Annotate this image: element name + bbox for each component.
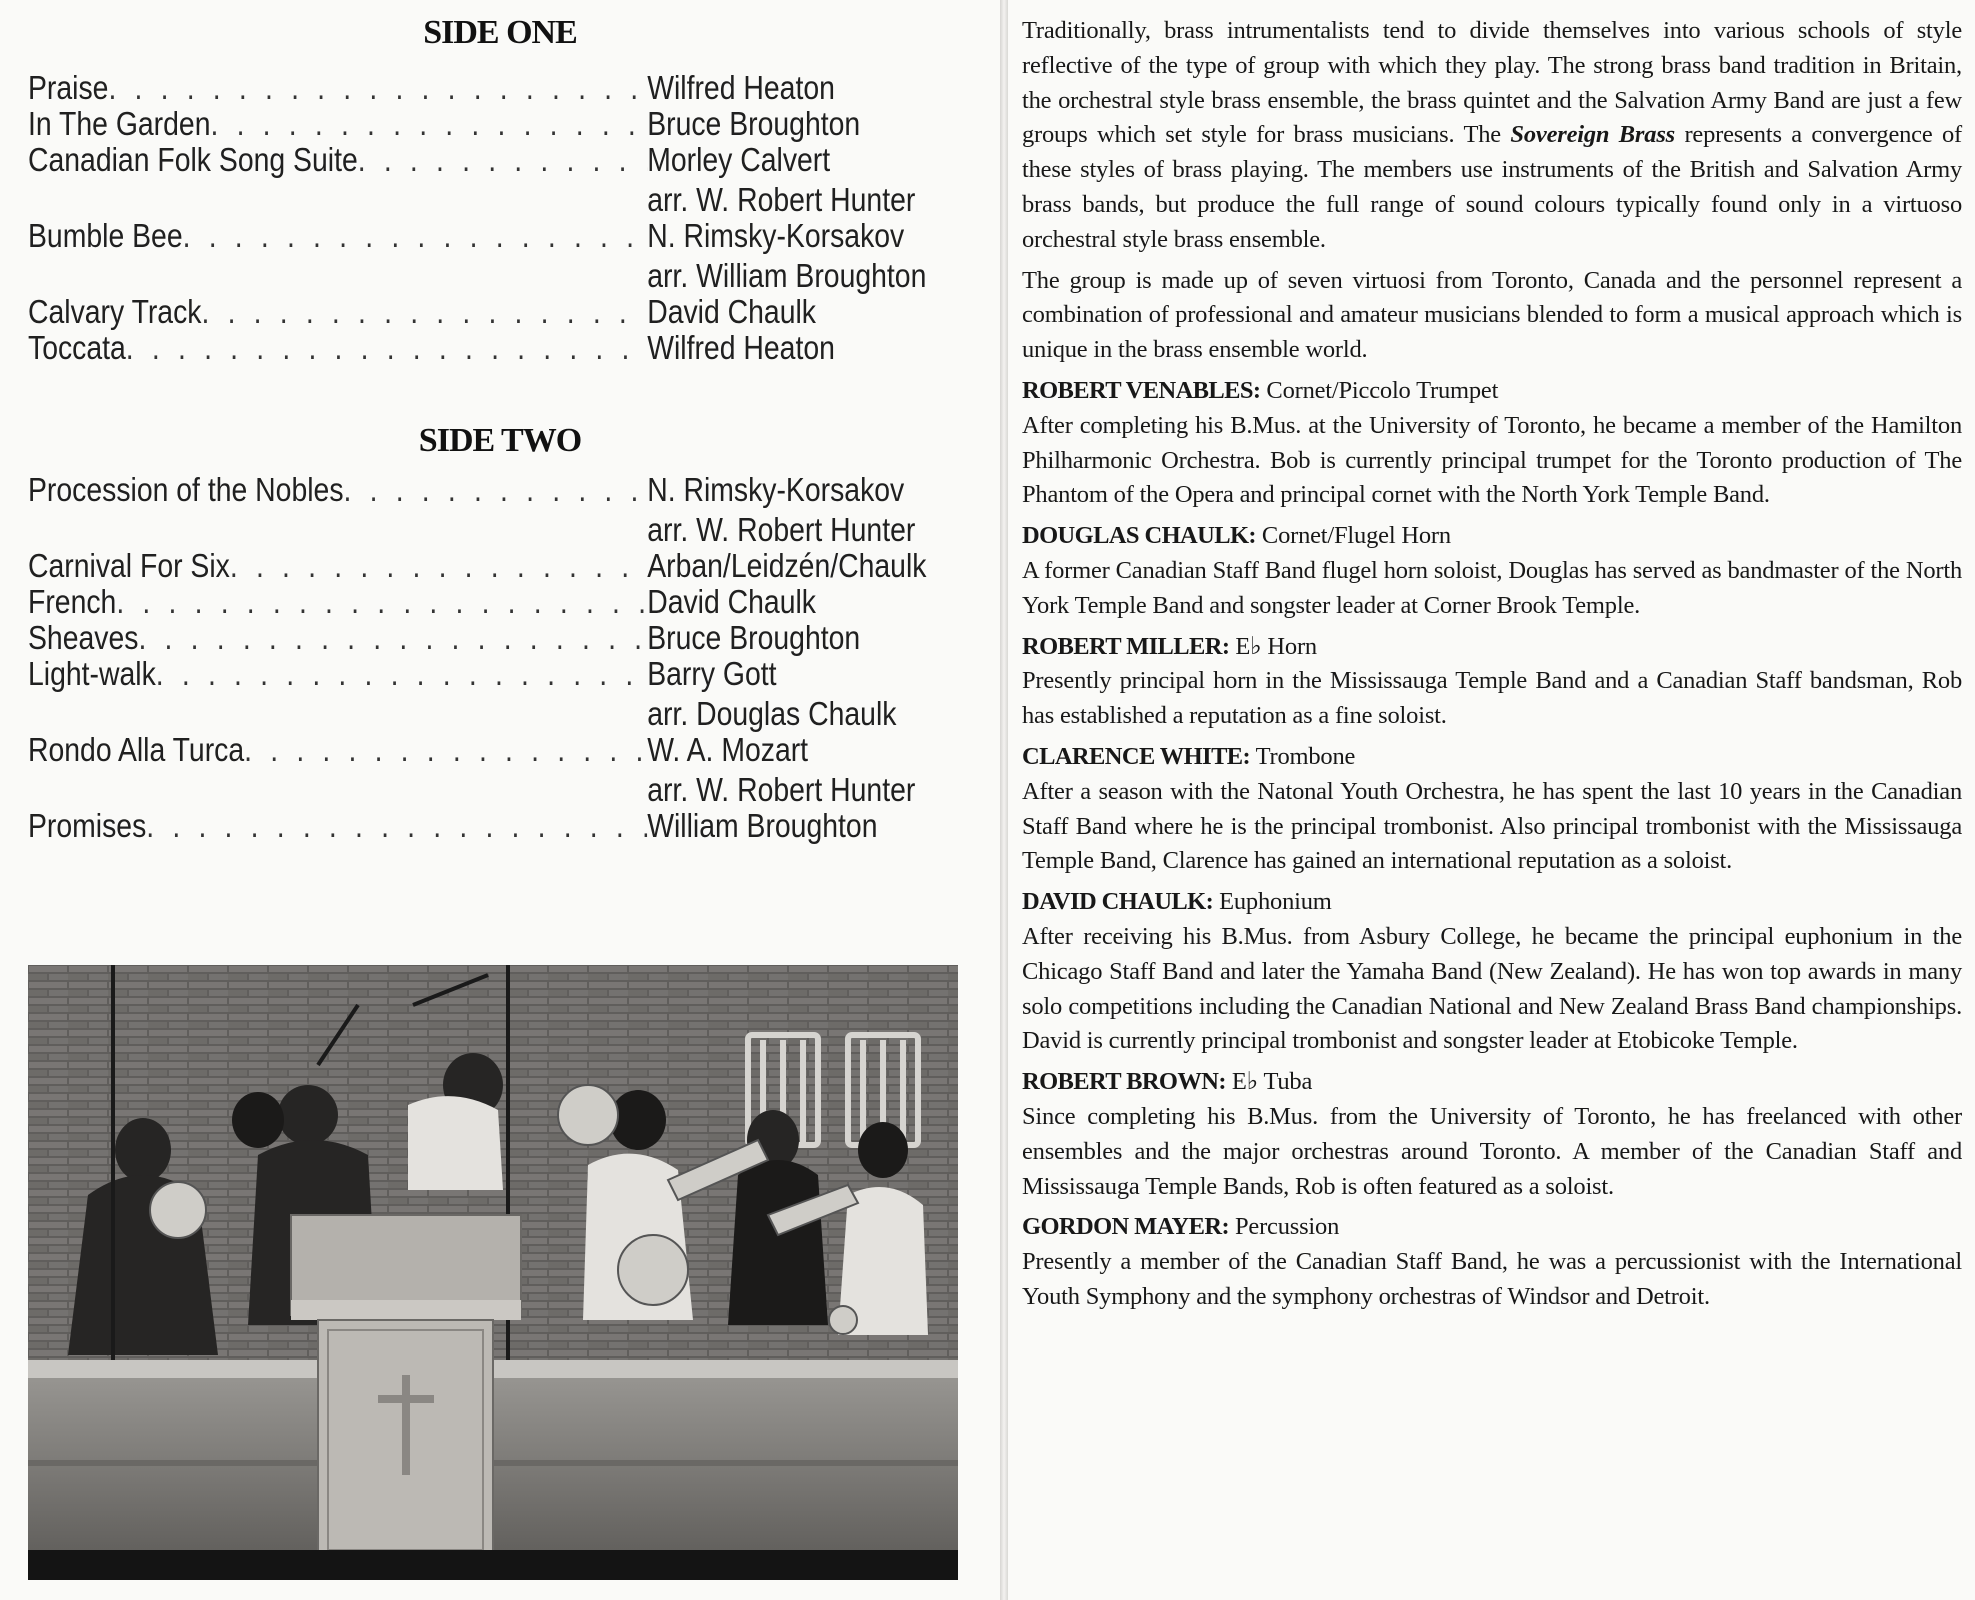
member-bio: Since completing his B.Mus. from the University of Toronto, he has freelanced with other ensembles and the major orchestras around Toronto. A member of the Canadian Staff and Mississauga Temple Bands, Rob is often featured as a soloist. [1022,1102,1962,1200]
track-title-cell [28,730,647,770]
track-composer: Wilfred Heaton [647,69,835,106]
leader-dots [344,470,648,510]
track-composer: Barry Gott [647,655,777,692]
member-name: GORDON MAYER: [1022,1213,1230,1241]
leader-dots [358,140,647,180]
track-row [28,68,974,108]
member-instrument: Percussion [1234,1213,1340,1241]
track-credits [647,216,974,296]
track-arranger: arr. W. Robert Hunter [647,511,916,548]
track-composer: David Chaulk [647,583,816,620]
track-title: Light-walk [28,655,156,692]
leader-dots [183,216,648,256]
liner-notes-text [1022,14,1962,1321]
leader-dots [201,292,647,332]
member-bio: After receiving his B.Mus. from Asbury College, he became the principal euphonium in the Chicago Staff Band and later the Yamaha Band (New Zealand). He has won top awards in many solo competitions including the Canadian National and New Zealand Brass Band championships. David is currently principal trombonist and songster leader at Etobicoke Temple. [1022,922,1962,1055]
track-credits [647,654,974,734]
leader-dots [244,730,647,770]
track-title-cell [28,546,647,586]
side-one-heading: SIDE ONE [423,14,577,51]
member-heading [1022,519,1962,554]
track-composer: David Chaulk [647,293,816,330]
track-row [28,582,974,622]
track-credits [647,582,974,622]
track-arranger: arr. W. Robert Hunter [647,771,916,808]
member-name: ROBERT BROWN: [1022,1068,1226,1096]
track-title: Procession of the Nobles [28,471,344,508]
member-heading [1022,1065,1962,1100]
member-bio: After a season with the Natonal Youth Orchestra, he has spent the last 10 years in the Canadian Staff Band where he is the principal trombonist. Also principal trombonist with the Mississauga Temple Band, Clarence has gained an international reputation as a soloist. [1022,777,1962,875]
track-title: French [28,583,117,620]
member-instrument: Euphonium [1219,888,1332,916]
track-credits [647,104,974,144]
track-title: Praise [28,69,109,106]
member-bios [1022,374,1962,1315]
track-row [28,216,974,296]
track-row [28,140,974,220]
track-composer: N. Rimsky-Korsakov [647,471,905,508]
member-heading [1022,740,1962,775]
track-row [28,546,974,586]
member-name: ROBERT VENABLES: [1022,376,1261,404]
fold-line [1000,0,1008,1600]
member-heading [1022,630,1962,665]
track-row [28,292,974,332]
leader-dots [126,328,647,368]
member-name: ROBERT MILLER: [1022,632,1230,660]
track-row [28,730,974,810]
member-heading [1022,374,1962,409]
side-two-track-list [28,470,978,842]
track-title-cell [28,470,647,510]
track-title: Canadian Folk Song Suite [28,141,358,178]
track-row [28,470,974,550]
track-composer: Morley Calvert [647,141,831,178]
track-credits [647,140,974,220]
intro-paragraph-1 [1022,14,1962,258]
member-instrument: Cornet/Flugel Horn [1261,522,1451,550]
leader-dots [210,104,647,144]
track-row [28,104,974,144]
member-instrument: Trombone [1255,742,1356,770]
track-credits [647,806,974,846]
track-arranger: arr. Douglas Chaulk [647,695,897,732]
track-title-cell [28,140,647,180]
track-title-cell [28,806,647,846]
track-title-cell [28,328,647,368]
track-title-cell [28,618,647,658]
track-title: Promises [28,807,147,844]
member-name: CLARENCE WHITE: [1022,742,1251,770]
intro-text-before: Traditionally, brass intrumentalists tend to divide themselves into various schools of style reflective of the type of group with which they play. The strong brass band tradition in Britain, the orchestral style brass ensemble, the brass quintet and the Salvation Army Band are just a few groups which set style for brass musicians. The [1022,17,1962,149]
track-title-cell [28,292,647,332]
track-credits [647,292,974,332]
member-name: DOUGLAS CHAULK: [1022,522,1256,550]
leader-dots [230,546,647,586]
leader-dots [138,618,647,658]
group-name: Sovereign Brass [1510,121,1675,149]
intro-paragraph-2: The group is made up of seven virtuosi from Toronto, Canada and the personnel represent a combination of professional and amateur musicians blended to form a musical approach which is unique in the brass ensemble world. [1022,266,1962,364]
track-credits [647,618,974,658]
track-row [28,618,974,658]
track-credits [647,730,974,810]
side-two-heading: SIDE TWO [418,422,582,459]
track-title-cell [28,582,647,622]
track-credits [647,470,974,550]
member-name: DAVID CHAULK: [1022,888,1214,916]
track-row [28,806,974,846]
track-composer: Bruce Broughton [647,105,861,142]
track-arranger: arr. W. Robert Hunter [647,181,916,218]
side-one-track-list [28,68,978,364]
track-composer: Bruce Broughton [647,619,861,656]
leader-dots [108,68,647,108]
member-instrument: E♭ Horn [1235,632,1317,660]
member-instrument: E♭ Tuba [1231,1068,1313,1096]
band-photo-image [28,965,958,1580]
track-credits [647,546,974,586]
member-bio: After completing his B.Mus. at the University of Toronto, he became a member of the Hamilton Philharmonic Orchestra. Bob is currently principal trumpet for the Toronto production of The Phantom of the Opera and principal cornet with the North York Temple Band. [1022,411,1962,509]
member-bio: A former Canadian Staff Band flugel horn soloist, Douglas has served as bandmaster of the North York Temple Band and songster leader at Corner Brook Temple. [1022,556,1962,619]
member-instrument: Cornet/Piccolo Trumpet [1266,376,1499,404]
track-title-cell [28,104,647,144]
track-composer: W. A. Mozart [647,731,809,768]
track-credits [647,328,974,368]
track-title: Rondo Alla Turca [28,731,245,768]
track-arranger: arr. William Broughton [647,257,927,294]
leader-dots [146,806,647,846]
track-row [28,654,974,734]
track-title: Sheaves [28,619,139,656]
member-heading [1022,885,1962,920]
track-title-cell [28,68,647,108]
track-title: In The Garden [28,105,211,142]
track-composer: William Broughton [647,807,878,844]
leader-dots [116,582,647,622]
track-composer: Arban/Leidzén/Chaulk [647,547,927,584]
member-bio: Presently a member of the Canadian Staff Band, he was a percussionist with the International Youth Symphony and the symphony orchestras of Windsor and Detroit. [1022,1248,1962,1310]
track-composer: Wilfred Heaton [647,329,835,366]
track-credits [647,68,974,108]
band-photo [28,965,958,1580]
intro-text-after: represents a convergence of these styles of brass playing. The members use instruments of the British and Salvation Army brass bands, but produce the full range of sound colours typically found only in a virtuoso orchestral style brass ensemble. [1022,121,1962,253]
track-composer: N. Rimsky-Korsakov [647,217,905,254]
track-title: Toccata [28,329,126,366]
member-bio: Presently principal horn in the Mississauga Temple Band and a Canadian Staff bandsman, Rob has established a reputation as a fine soloist. [1022,667,1962,730]
member-heading [1022,1210,1962,1245]
track-title-cell [28,654,647,694]
track-title: Calvary Track [28,293,202,330]
track-title: Bumble Bee [28,217,183,254]
track-row [28,328,974,368]
leader-dots [156,654,647,694]
track-title: Carnival For Six [28,547,230,584]
track-title-cell [28,216,647,256]
